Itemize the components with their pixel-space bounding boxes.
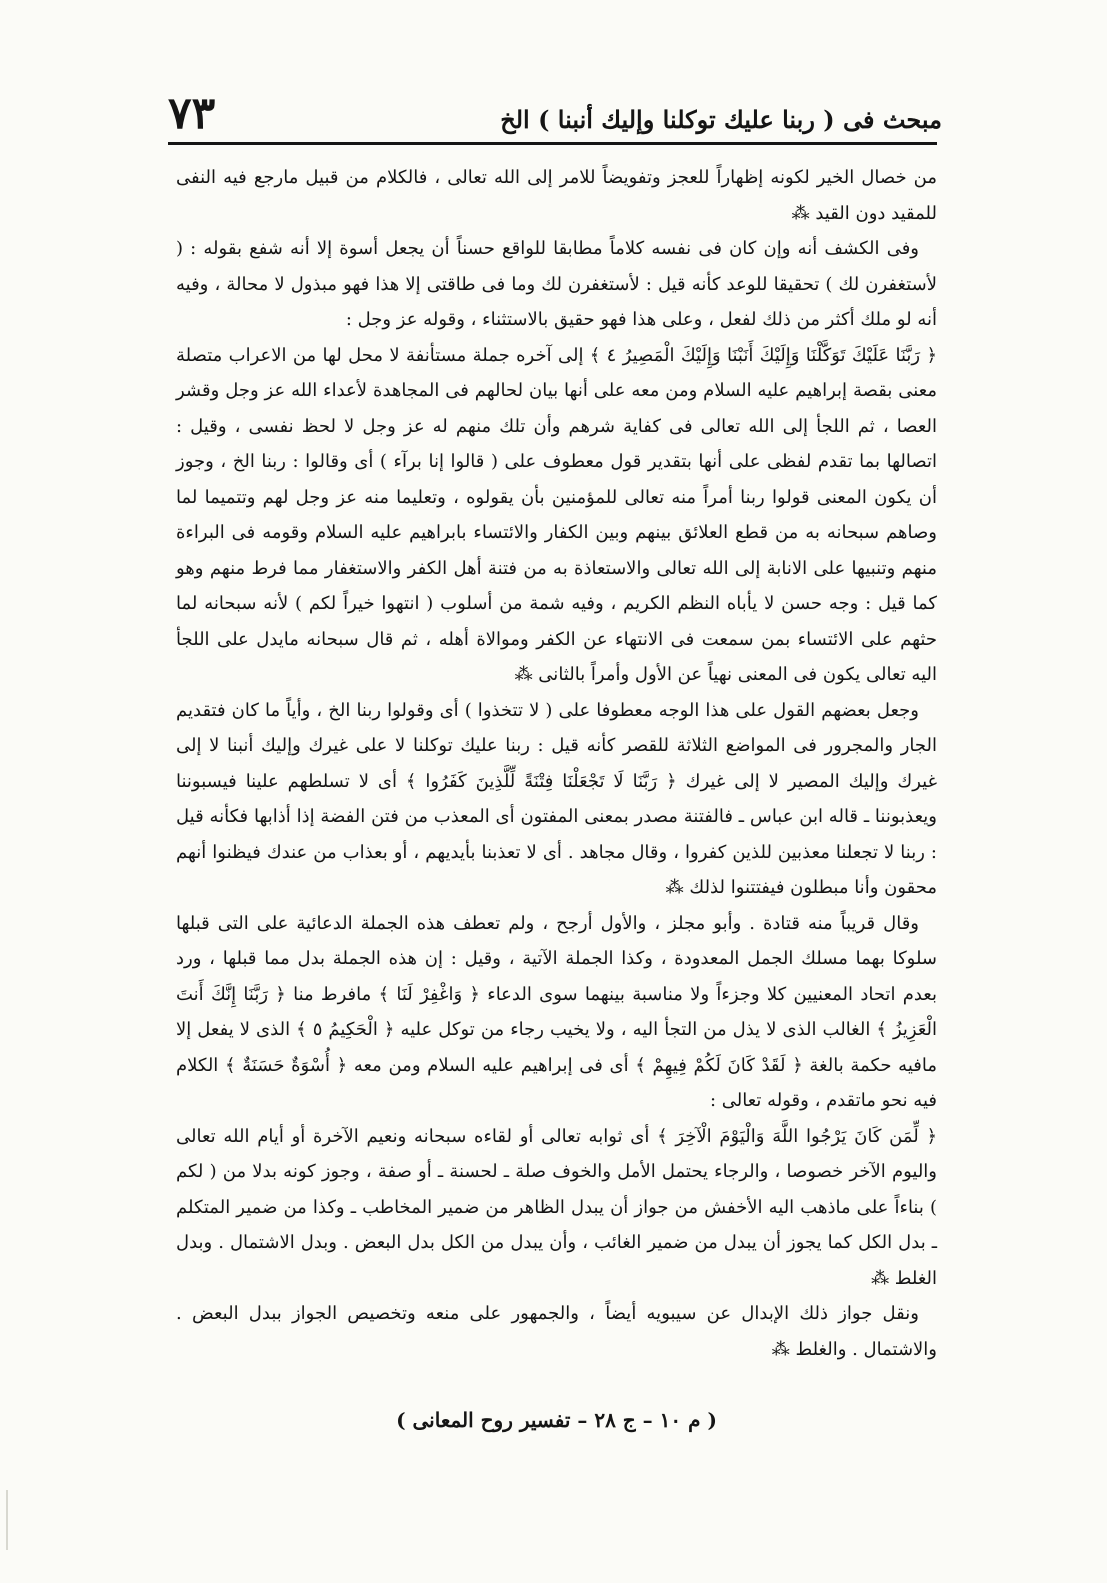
scan-edge-mark bbox=[6, 1490, 8, 1550]
paragraph: وفى الكشف أنه وإن كان فى نفسه كلاماً مطابقا للواقع حسناً أن يجعل أسوة إلا أنه شفع بقوله : ( لأستغفرن لك ) تحقيقا للوعد كأنه قيل : لأستغفرن لك وما فى طاقتى إلا هذا فهو مبذول لا محالة ، وفيه أنه لو ملك أكثر من ذلك لفعل ، وعلى هذا فهو حقيق بالاستثناء ، وقوله عز وجل : bbox=[176, 238, 937, 330]
paragraph: ونقل جواز ذلك الإبدال عن سيبويه أيضاً ، والجمهور على منعه وتخصيص الجواز ببدل البعض . والاشتمال . والغلط ⁂ bbox=[176, 1303, 937, 1360]
header-rule bbox=[168, 142, 937, 145]
paragraph: وقال قريباً منه قتادة . وأبو مجلز ، والأول أرجح ، ولم تعطف هذه الجملة الدعائية على التى قبلها سلوكا بهما مسلك الجمل المعدودة ، وكذا الجملة الآتية ، وقيل : إن هذه الجملة بدل مما قبلها ، ورد بعدم اتحاد المعنيين كلا وجزءاً ولا مناسبة بينهما سوى الدعاء ﴿ وَاغْفِرْ لَنَا ﴾ مافرط منا ﴿ رَبَّنَا إِنَّكَ أَنتَ الْعَزِيزُ ﴾ الغالب الذى لا يذل من التجأ اليه ، ولا يخيب رجاء من توكل عليه ﴿ الْحَكِيمُ ٥ ﴾ الذى لا يفعل إلا مافيه حكمة بالغة ﴿ لَقَدْ كَانَ لَكُمْ فِيهِمْ ﴾ أى فى إبراهيم عليه السلام ومن معه ﴿ أُسْوَةٌ حَسَنَةٌ ﴾ الكلام فيه نحو ماتقدم ، وقوله تعالى : bbox=[176, 912, 938, 1111]
running-title: مبحث فى ( ربنا عليك توكلنا وإليك أنبنا ) الخ bbox=[500, 105, 942, 134]
paragraph: ﴿ لِّمَن كَانَ يَرْجُوا اللَّهَ وَالْيَوْمَ الْآخِرَ ﴾ أى ثوابه تعالى أو لقاءه سبحانه ونعيم الآخرة أو أيام الله تعالى واليوم الآخر خصوصا ، والرجاء يحتمل الأمل والخوف صلة ـ لحسنة ـ أو صفة ، وجوز كونه بدلا من ( لكم ) بناءاً على ماذهب اليه الأخفش من جواز أن يبدل الظاهر من ضمير المخاطب ـ وكذا من ضمير المتكلم ـ بدل الكل كما يجوز أن يبدل من ضمير الغائب ، وأن يبدل من الكل بدل البعض . وبدل الاشتمال . وبدل الغلط ⁂ bbox=[176, 1125, 938, 1289]
page-number: ٧٣ bbox=[168, 88, 216, 139]
page-body bbox=[176, 160, 937, 1367]
paragraph: من خصال الخير لكونه إظهاراً للعجز وتفويضاً للامر إلى الله تعالى ، فالكلام من قبيل مارجع فيه النفى للمقيد دون القيد ⁂ bbox=[176, 167, 937, 224]
paragraph: وجعل بعضهم القول على هذا الوجه معطوفا على ( لا تتخذوا ) أى وقولوا ربنا الخ ، وأياً ما كان فتقديم الجار والمجرور فى المواضع الثلاثة للقصر كأنه قيل : ربنا عليك توكلنا لا على غيرك وإليك أنبنا لا إلى غيرك وإليك المصير لا إلى غيرك ﴿ رَبَّنَا لَا تَجْعَلْنَا فِتْنَةً لِّلَّذِينَ كَفَرُوا ﴾ أى لا تسلطهم علينا فيسبوننا ويعذبوننا ـ قاله ابن عباس ـ فالفتنة مصدر بمعنى المفتون أى المعذب من فتن الفضة إذا أذابها فكأنه قيل : ربنا لا تجعلنا معذبين للذين كفروا ، وقال مجاهد . أى لا تعذبنا بأيديهم ، أو بعذاب من عندك فيظنوا أنهم محقون وأنا مبطلون فيفتتنوا لذلك ⁂ bbox=[176, 699, 937, 898]
page-header bbox=[168, 88, 942, 138]
page-footer: ( م ١٠ – ج ٢٨ – تفسير روح المعانى ) bbox=[396, 1408, 717, 1432]
paragraph: ﴿ رَبَّنَا عَلَيْكَ تَوَكَّلْنَا وَإِلَيْكَ أَنَبْنَا وَإِلَيْكَ الْمَصِيرُ ٤ ﴾ إلى آخره جملة مستأنفة لا محل لها من الاعراب متصلة معنى بقصة إبراهيم عليه السلام ومن معه على أنها بيان لحالهم فى المجاهدة لأعداء الله عز وجل وقشر العصا ، ثم اللجأ إلى الله تعالى فى كفاية شرهم وأن تلك منهم له عز وجل لا لحظ نفسى ، وقيل : اتصالها بما تقدم لفظى على أنها بتقدير قول معطوف على ( قالوا إنا برآء ) أى وقالوا : ربنا الخ ، وجوز أن يكون المعنى قولوا ربنا أمراً منه تعالى للمؤمنين بأن يقولوه ، وتعليما منه عز وجل لهم وتتميما لما وصاهم سبحانه به من قطع العلائق بينهم وبين الكفار والائتساء بابراهيم عليه السلام وقومه فى البراءة منهم وتنبيها على الانابة إلى الله تعالى والاستعاذة به من فتنة أهل الكفر والاستغفار مما فرط منهم وهو كما قيل : وجه حسن لا يأباه النظم الكريم ، وفيه شمة من أسلوب ( انتهوا خيراً لكم ) لأنه سبحانه لما حثهم على الائتساء بمن سمعت فى الانتهاء عن الكفر وموالاة أهله ، ثم قال سبحانه مايدل على اللجأ اليه تعالى يكون فى المعنى نهياً عن الأول وأمراً بالثانى ⁂ bbox=[176, 344, 937, 685]
